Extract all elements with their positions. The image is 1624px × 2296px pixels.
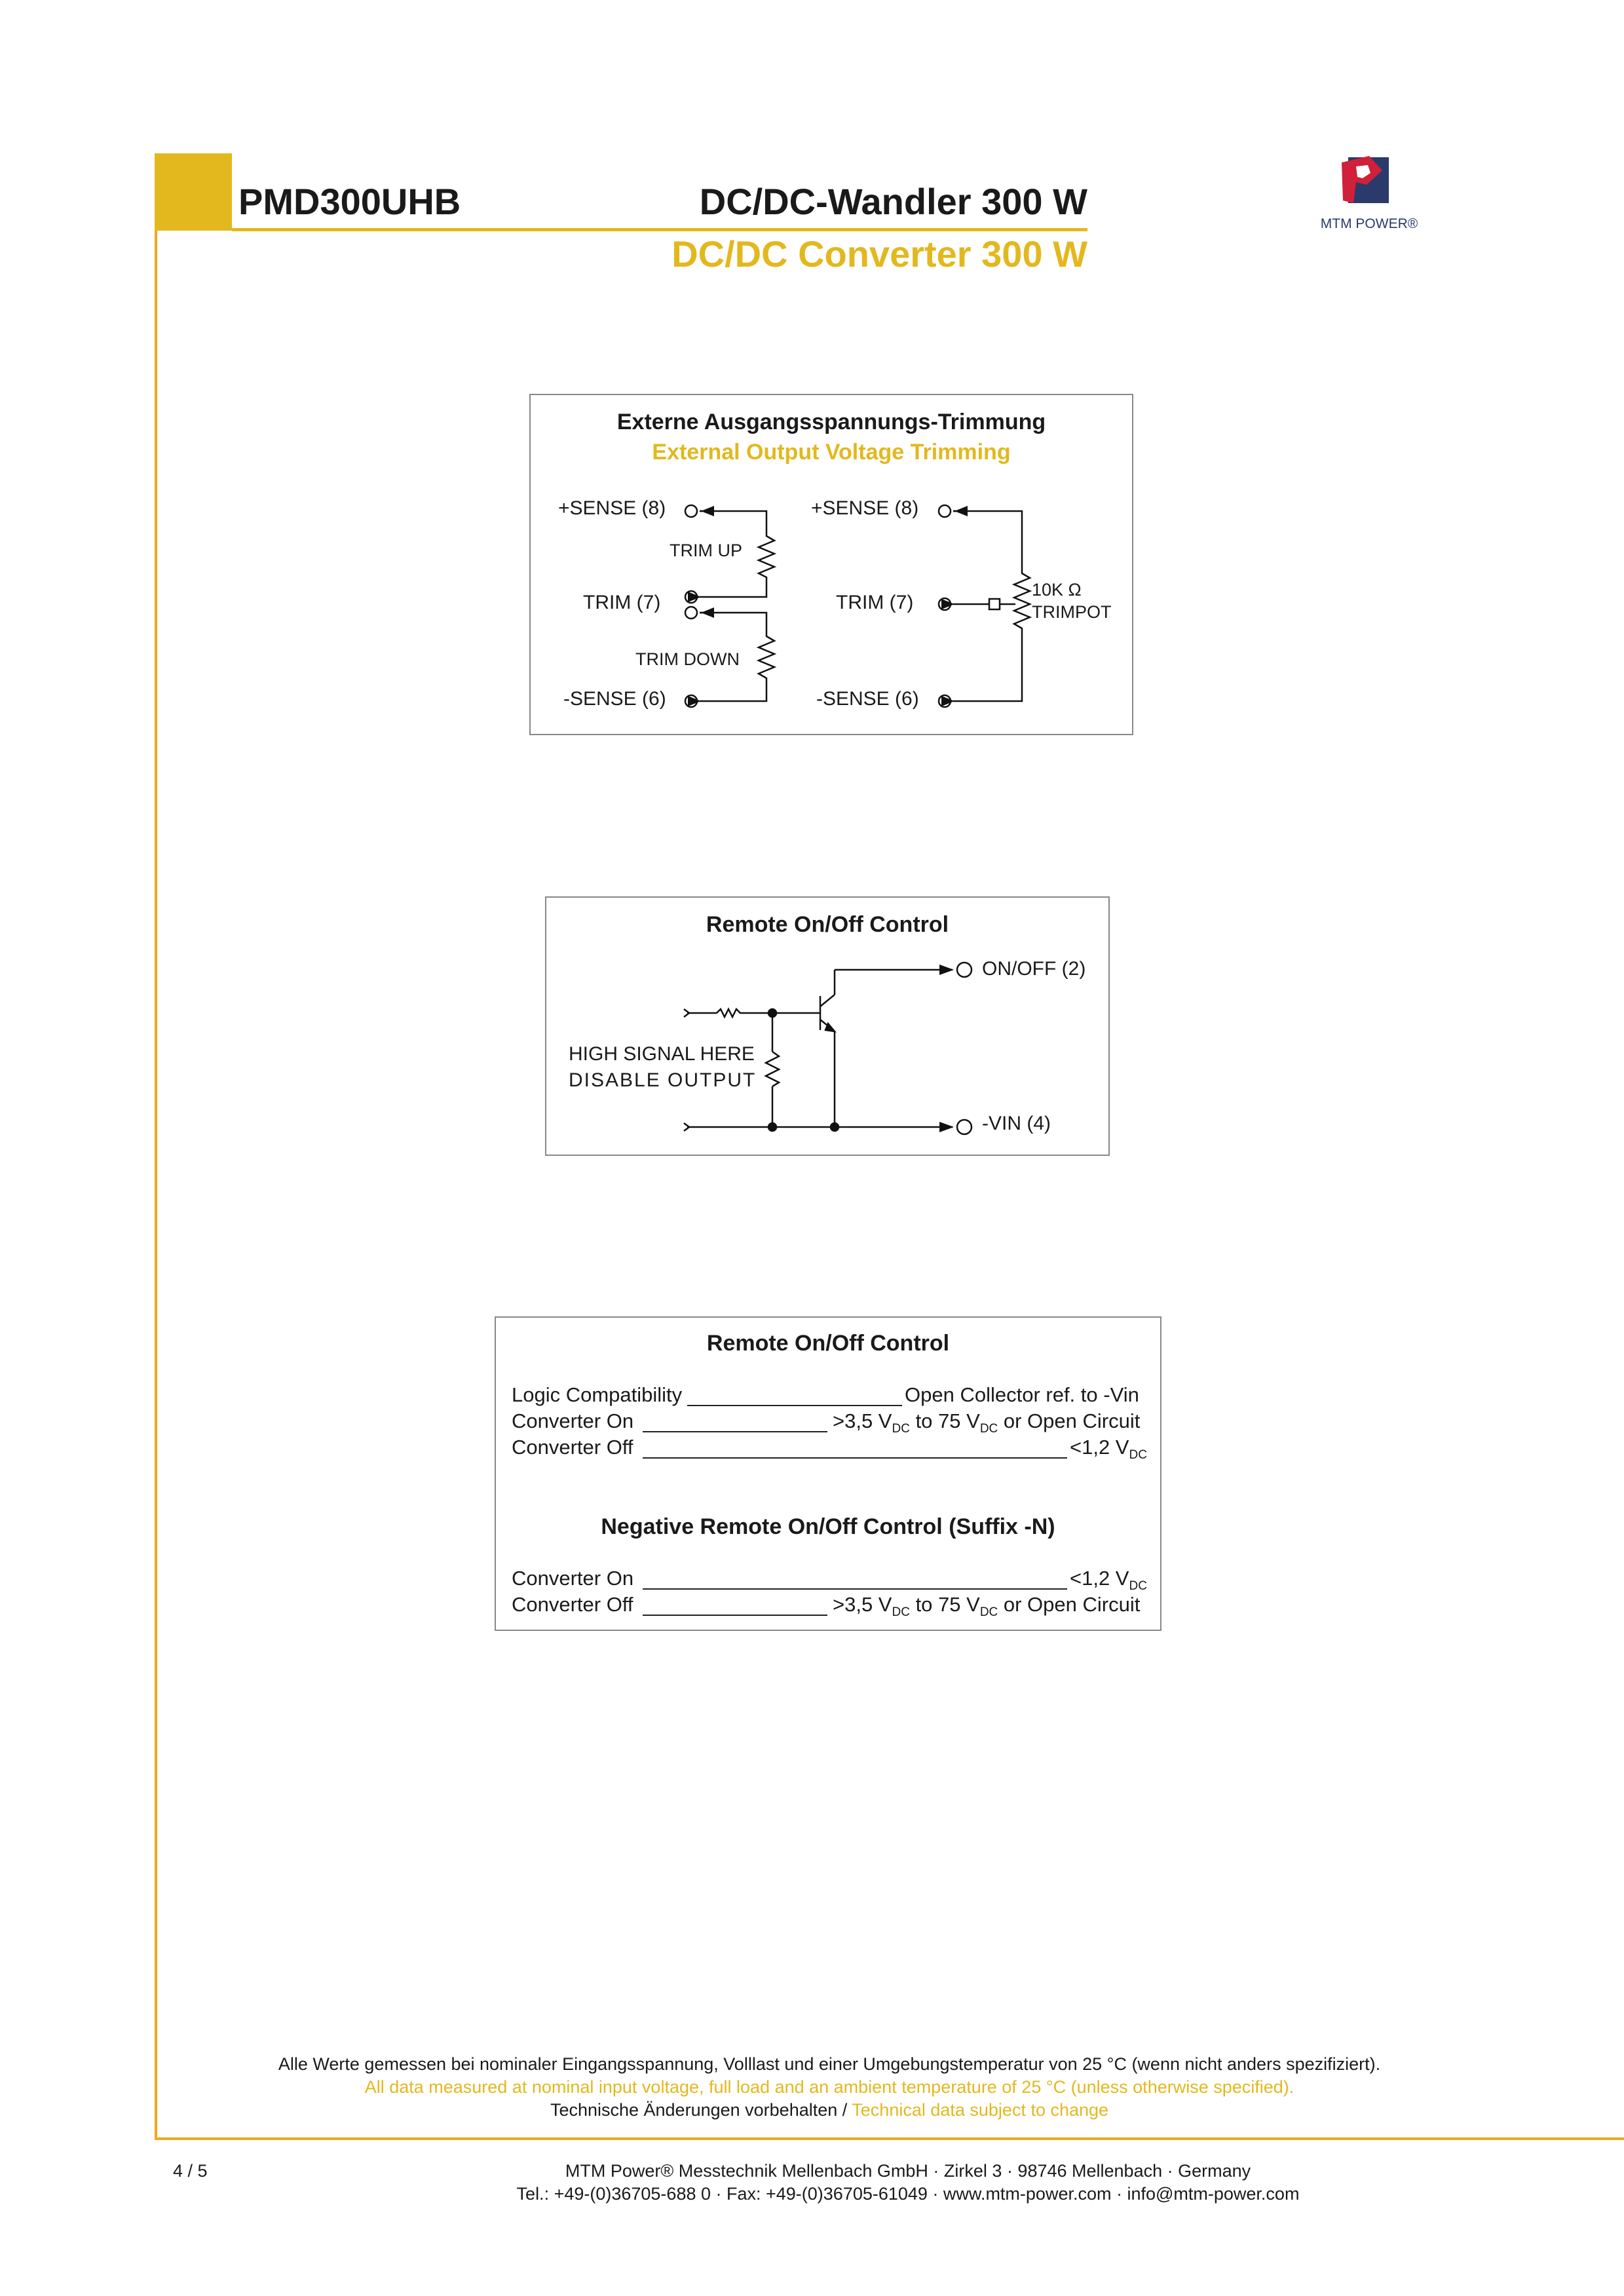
- left-sense-minus-label: -SENSE (6): [563, 688, 666, 710]
- spec-neg-title: Negative Remote On/Off Control (Suffix -N): [601, 1514, 1055, 1539]
- measurement-note-german: Alle Werte gemessen bei nominaler Eingangsspannung, Volllast und einer Umgebungstemperatur von 25 °C (wenn nicht anders spezifiziert).: [278, 2054, 1381, 2074]
- pin-circle: [685, 607, 697, 619]
- spec-table-box: [495, 1316, 1161, 1631]
- spec-on-value: >3,5 $V_{DC}$ to 75 $V_{DC}$ or Open Circuit: [833, 1409, 1141, 1436]
- trim-up-label: TRIM UP: [670, 541, 742, 560]
- spec-neg-on-value: <1,2 $V_{DC}$: [1070, 1567, 1147, 1593]
- spec-leader-line: [643, 1615, 827, 1616]
- base-resistor: [717, 1009, 772, 1017]
- spec-neg-off-label: Converter Off: [512, 1593, 633, 1616]
- pulldown-resistor: [766, 1052, 779, 1086]
- left-trim-label: TRIM (7): [583, 592, 661, 613]
- trim-down-label: TRIM DOWN: [635, 649, 740, 669]
- company-address: MTM Power® Messtechnik Mellenbach GmbH · Zirkel 3 · 98746 Mellenbach · Germany: [565, 2161, 1251, 2181]
- remote-schematic: [546, 898, 1108, 1155]
- spec-off-label: Converter Off: [512, 1436, 633, 1459]
- junction-dot: [831, 1123, 839, 1131]
- logo-text: MTM POWER®: [1320, 216, 1418, 231]
- spec-neg-on-label: Converter On: [512, 1567, 634, 1590]
- spec-table-title: Remote On/Off Control: [706, 1331, 950, 1356]
- change-note-german: Technische Änderungen vorbehalten /: [550, 2100, 852, 2120]
- trim-title-german: Externe Ausgangsspannungs-Trimmung: [616, 410, 1046, 434]
- trim-title-english: External Output Voltage Trimming: [652, 440, 1011, 465]
- trim-down-resistor: [700, 613, 774, 701]
- change-note: [155, 2100, 1504, 2120]
- header-rule: [232, 228, 1087, 231]
- spec-leader-line: [687, 1405, 902, 1406]
- pin-circle: [685, 505, 697, 517]
- right-sense-minus-label: -SENSE (6): [816, 688, 919, 710]
- disable-note-line2: DISABLE OUTPUT: [569, 1069, 757, 1091]
- junction-dot: [768, 1123, 776, 1131]
- spec-leader-line: [643, 1588, 1067, 1590]
- spec-leader-line: [643, 1431, 827, 1432]
- trim-schematic: [531, 395, 1132, 734]
- change-note-english: Technical data subject to change: [852, 2100, 1109, 2120]
- vin-pin-label: -VIN (4): [982, 1113, 1051, 1134]
- disable-note-line1: HIGH SIGNAL HERE: [569, 1043, 755, 1065]
- spec-logic-label: Logic Compatibility: [512, 1383, 683, 1406]
- pin-circle: [685, 695, 697, 707]
- measurement-note-english: All data measured at nominal input voltage, full load and an ambient temperature of 25 °C (unless otherwise specified).: [364, 2077, 1294, 2097]
- title-german: DC/DC-Wandler 300 W: [699, 181, 1087, 222]
- frame-bottom-rule: [155, 2137, 1624, 2140]
- remote-diagram-title: Remote On/Off Control: [706, 912, 949, 937]
- pot-name-label: TRIMPOT: [1032, 602, 1112, 622]
- spec-on-label: Converter On: [512, 1409, 634, 1432]
- right-sense-plus-label: +SENSE (8): [811, 497, 919, 519]
- page-number: 4 / 5: [173, 2161, 208, 2181]
- title-english: DC/DC Converter 300 W: [671, 233, 1087, 275]
- mtm-logo-icon: [1336, 151, 1395, 210]
- spec-logic-value: Open Collector ref. to -Vin: [905, 1383, 1139, 1406]
- pin-circle: [939, 695, 951, 707]
- right-trim-label: TRIM (7): [836, 592, 914, 613]
- spec-neg-off-value: >3,5 $V_{DC}$ to 75 $V_{DC}$ or Open Circuit: [833, 1593, 1141, 1619]
- trim-up-resistor: [700, 511, 774, 597]
- trim-diagram-box: [529, 394, 1133, 735]
- spec-leader-line: [643, 1457, 1067, 1459]
- on-off-pin-circle: [957, 963, 972, 977]
- transistor-collector: [820, 995, 835, 1006]
- header-accent-block: [155, 153, 232, 231]
- left-sense-plus-label: +SENSE (8): [558, 497, 666, 519]
- pin-circle: [939, 505, 951, 517]
- remote-diagram-box: [545, 896, 1110, 1156]
- on-off-pin-label: ON/OFF (2): [982, 958, 1086, 980]
- spec-off-value: <1,2 $V_{DC}$: [1070, 1436, 1147, 1462]
- pin-circle: [685, 591, 697, 603]
- company-contact: Tel.: +49-(0)36705-688 0 · Fax: +49-(0)36705-61049 · www.mtm-power.com · info@mtm-power.com: [516, 2184, 1300, 2204]
- vin-pin-circle: [957, 1120, 972, 1134]
- model-number: PMD300UHB: [238, 181, 461, 222]
- frame-left-rule: [155, 153, 157, 2139]
- pin-circle: [939, 598, 951, 610]
- pot-value-label: 10K Ω: [1032, 580, 1082, 600]
